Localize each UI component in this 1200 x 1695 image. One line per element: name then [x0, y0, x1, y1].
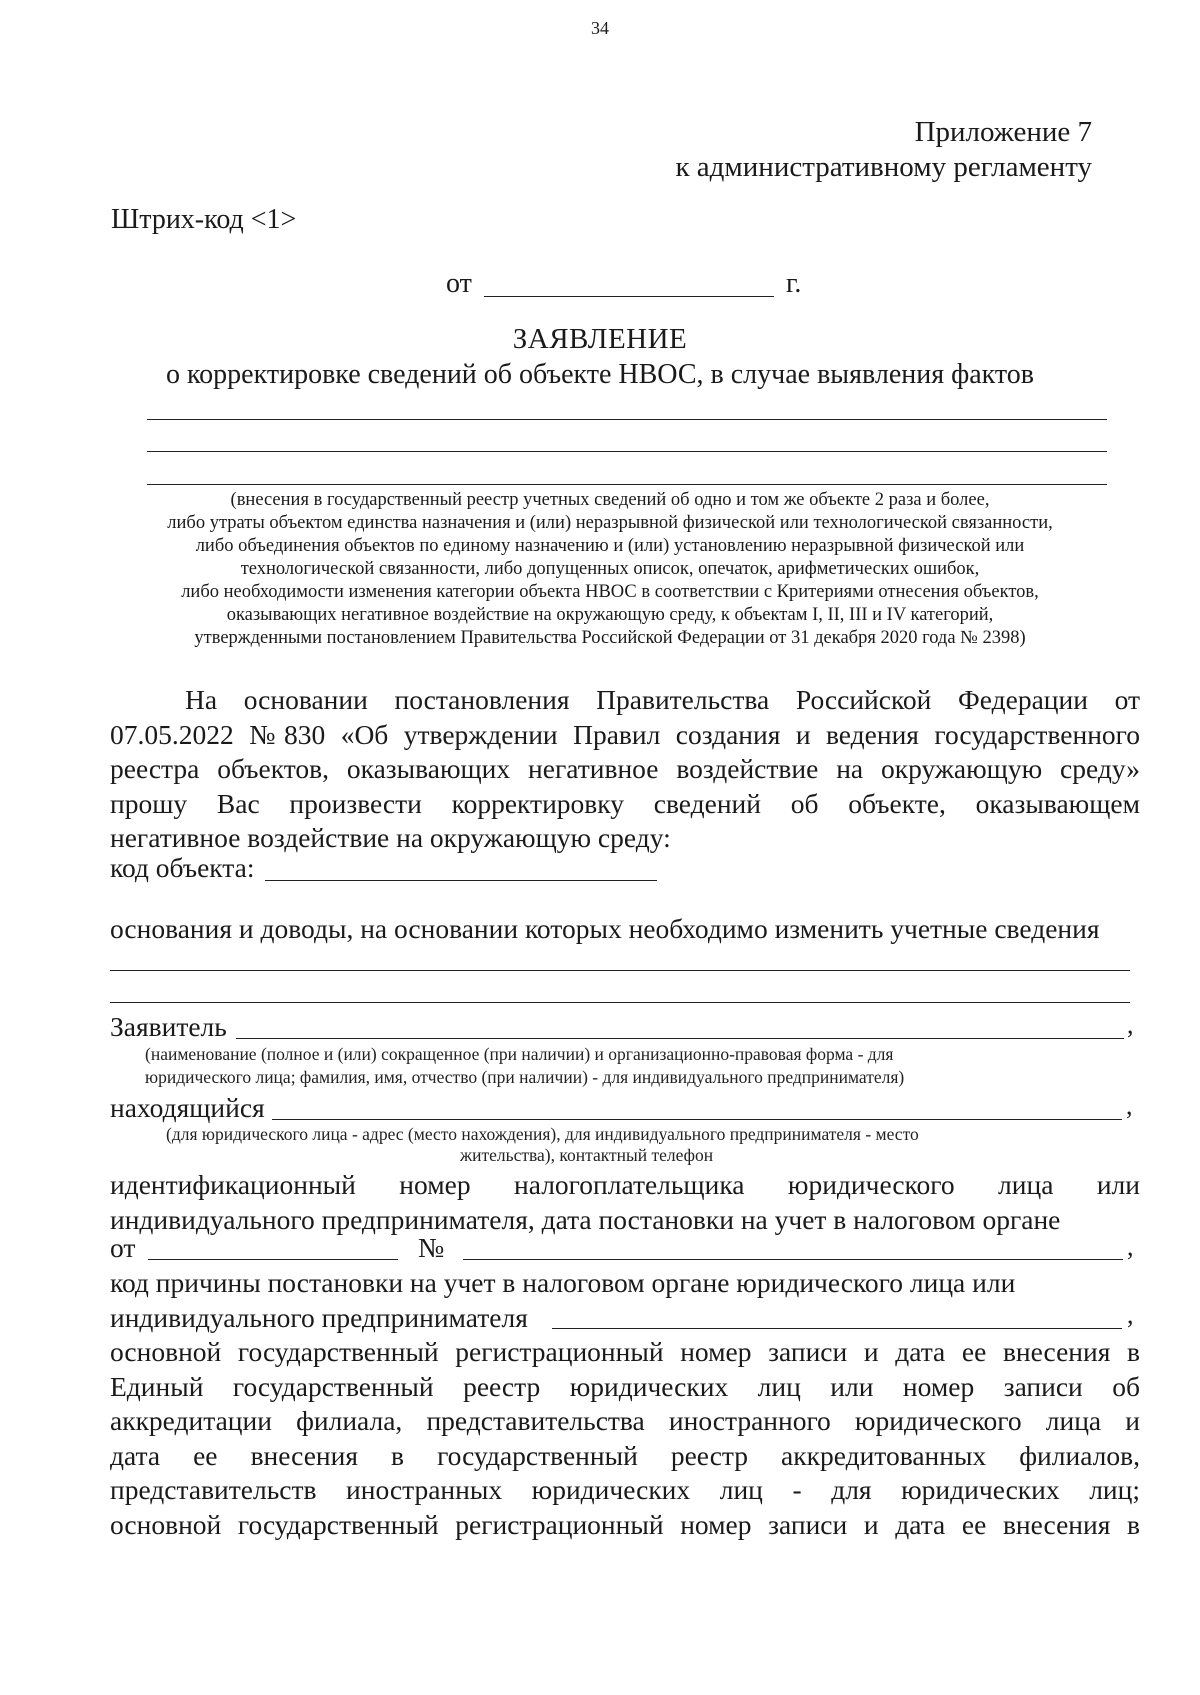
facts-field-line-3[interactable] — [147, 484, 1107, 485]
inn-comma: , — [1127, 1232, 1134, 1261]
grounds-note-line: утвержденными постановлением Правительства Российской Федерации от 31 декабря 2020 года № 2398) — [194, 628, 1026, 648]
document-subtitle: о корректировке сведений об объекте НВОС, в случае выявления фактов — [166, 359, 1034, 390]
applicant-label: Заявитель — [110, 1011, 227, 1042]
kpp-comma: , — [1127, 1300, 1134, 1329]
request-paragraph — [110, 683, 1140, 856]
request-line: На основании постановления Правительства Российской Федерации от — [185, 684, 1140, 715]
reasons-label: основания и доводы, на основании которых необходимо изменить учетные сведения — [110, 913, 1100, 944]
appendix-subtitle: к административному регламенту — [675, 151, 1092, 183]
grounds-note-line: (внесения в государственный реестр учетных сведений об одно и том же объекте 2 раза и более, — [230, 490, 990, 510]
ogrn-line: основной государственный регистрационный номер записи и дата ее внесения в — [110, 1508, 1140, 1540]
grounds-note-line: либо необходимости изменения категории объекта НВОС в соответствии с Критериями отнесения объектов, — [181, 582, 1039, 602]
facts-field-line-1[interactable] — [147, 419, 1107, 420]
grounds-note-line: оказывающих негативное воздействие на окружающую среду, к объектам I, II, III и IV категорий, — [226, 605, 994, 625]
ogrn-paragraph — [110, 1335, 1140, 1542]
date-suffix: г. — [786, 268, 802, 299]
reasons-field-line-2[interactable] — [110, 1002, 1130, 1003]
request-line: негативное воздействие на окружающую среду: — [110, 822, 671, 853]
date-row — [446, 268, 472, 300]
inn-number-label: № — [418, 1232, 445, 1263]
applicant-field-line[interactable] — [236, 1038, 1124, 1039]
object-code-field-line[interactable] — [265, 880, 657, 881]
barcode-label: Штрих-код <1> — [111, 204, 297, 235]
request-line: реестра объектов, оказывающих негативное воздействие на окружающую среду» — [110, 753, 1140, 784]
ogrn-line: основной государственный регистрационный номер записи и дата ее внесения в — [110, 1336, 1140, 1367]
ogrn-line: дата ее внесения в государственный реестр аккредитованных филиалов, — [110, 1439, 1140, 1471]
kpp-paragraph — [110, 1266, 1140, 1335]
ogrn-line: Единый государственный реестр юридических лиц или номер записи об — [110, 1370, 1140, 1402]
kpp-field-line[interactable] — [552, 1328, 1122, 1329]
applicant-caption-line: (наименование (полное и (или) сокращенное (при наличии) и организационно-правовая форма - для — [145, 1044, 894, 1064]
applicant-caption-line: юридического лица; фамилия, имя, отчество (при наличии) - для индивидуального предпринимателя) — [145, 1067, 905, 1087]
location-field-line[interactable] — [272, 1119, 1122, 1120]
kpp-line: индивидуального предпринимателя — [110, 1301, 528, 1333]
inn-number-field-line[interactable] — [463, 1259, 1123, 1260]
grounds-note-line: либо утраты объектом единства назначения и (или) неразрывной физической или технологической связанности, — [167, 513, 1053, 533]
location-comma: , — [1126, 1091, 1133, 1120]
grounds-note — [110, 489, 1110, 650]
kpp-line: код причины постановки на учет в налоговом органе юридического лица или — [110, 1267, 1016, 1298]
grounds-note-line: технологической связанности, либо допущенных описок, опечаток, арифметических ошибок, — [240, 559, 980, 579]
location-label: находящийся — [110, 1092, 265, 1123]
page-number: 34 — [591, 18, 609, 38]
appendix-title: Приложение 7 — [914, 116, 1092, 148]
inn-line: идентификационный номер налогоплательщика юридического лица или — [110, 1169, 1140, 1200]
applicant-comma: , — [1127, 1010, 1134, 1039]
object-code-label: код объекта: — [110, 852, 255, 883]
inn-date-field-line[interactable] — [148, 1259, 398, 1260]
inn-line: индивидуального предпринимателя, дата постановки на учет в налоговом органе — [110, 1203, 1061, 1235]
location-caption-line: жительства), контактный телефон — [460, 1145, 714, 1165]
ogrn-line: аккредитации филиала, представительства иностранного юридического лица и — [110, 1405, 1140, 1436]
reasons-field-line-1[interactable] — [110, 970, 1130, 971]
date-field-line[interactable] — [484, 296, 774, 297]
inn-paragraph — [110, 1168, 1140, 1237]
grounds-note-line: либо объединения объектов по единому назначению и (или) установлению неразрывной физической или — [195, 536, 1025, 556]
document-title: ЗАЯВЛЕНИЕ — [512, 323, 688, 355]
ogrn-line: представительств иностранных юридических лиц - для юридических лиц; — [110, 1474, 1140, 1505]
date-prefix: от — [446, 268, 472, 299]
facts-field-line-2[interactable] — [147, 451, 1107, 452]
request-line: прошу Вас произвести корректировку сведений об объекте, оказывающем — [110, 787, 1140, 819]
location-caption-line: (для юридического лица - адрес (место нахождения), для индивидуального предпринимателя - место — [166, 1124, 919, 1144]
request-line: 07.05.2022 №830 «Об утверждении Правил создания и ведения государственного — [110, 718, 1140, 750]
inn-from-label: от — [110, 1232, 136, 1263]
